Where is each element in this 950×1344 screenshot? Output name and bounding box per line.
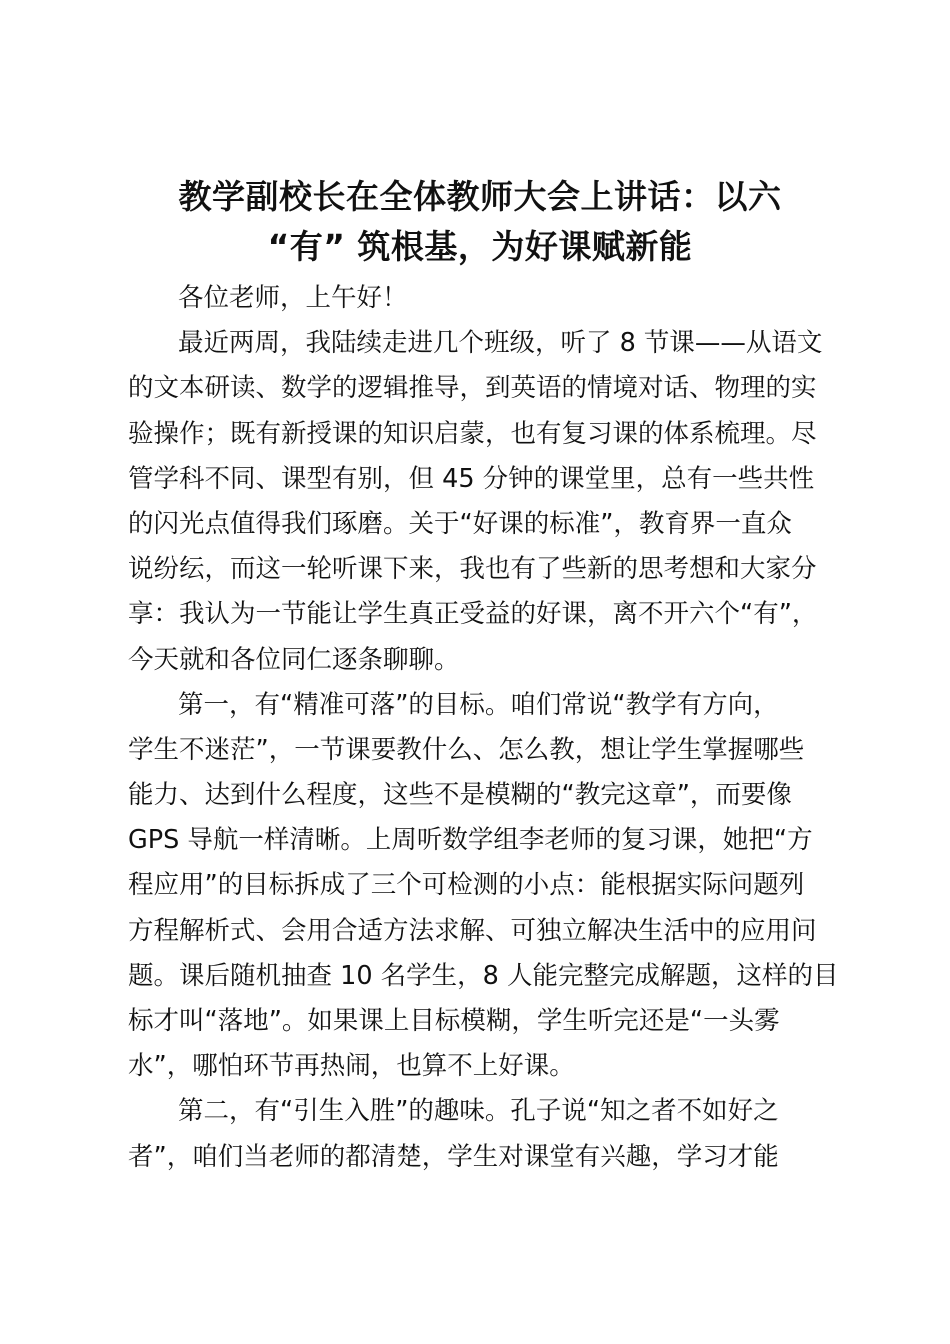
paragraph-line: 标才叫“落地”。如果课上目标模糊，学生听完还是“一头雾 xyxy=(128,1006,780,1036)
paragraph-intro xyxy=(128,321,840,683)
paragraph-line: 学生不迷茫”，一节课要教什么、怎么教，想让学生掌握哪些 xyxy=(128,734,805,765)
paragraph-line: 管学科不同、课型有别，但 45 分钟的课堂里，总有一些共性 xyxy=(128,463,815,494)
paragraph-line: 第一，有“精准可落”的目标。咱们常说“教学有方向， xyxy=(178,689,779,720)
paragraph-line: 最近两周，我陆续走进几个班级，听了 8 节课——从语文 xyxy=(178,328,823,359)
paragraph-line: 说纷纭，而这一轮听课下来，我也有了些新的思考想和大家分 xyxy=(128,554,817,585)
paragraph-greeting xyxy=(128,276,840,321)
paragraph-line: 水”，哪怕环节再热闹，也算不上好课。 xyxy=(128,1051,575,1082)
paragraph-line: 的闪光点值得我们琢磨。关于“好课的标准”，教育界一直众 xyxy=(128,508,792,539)
document-title xyxy=(130,172,830,272)
paragraph-line: 能力、达到什么程度，这些不是模糊的“教完这章”，而要像 xyxy=(128,780,792,811)
paragraph-line: 者”，咱们当老师的都清楚，学生对课堂有兴趣，学习才能 xyxy=(128,1141,779,1172)
paragraph-line: 今天就和各位同仁逐条聊聊。 xyxy=(128,644,460,675)
title-line-2: “有” 筑根基，为好课赋新能 xyxy=(267,227,693,266)
title-line-1: 教学副校长在全体教师大会上讲话：以六 xyxy=(178,177,782,216)
paragraph-point-two xyxy=(128,1089,840,1179)
paragraph-line: 验操作；既有新授课的知识启蒙，也有复习课的体系梳理。尽 xyxy=(128,418,817,449)
paragraph-line: 方程解析式、会用合适方法求解、可独立解决生活中的应用问 xyxy=(128,915,817,946)
paragraph-line: 各位老师，上午好！ xyxy=(178,283,408,313)
paragraph-line: GPS 导航一样清晰。上周听数学组李老师的复习课，她把“方 xyxy=(128,825,813,856)
document-body xyxy=(128,276,840,1180)
paragraph-line: 第二，有“引生入胜”的趣味。孔子说“知之者不如好之 xyxy=(178,1096,779,1127)
paragraph-line: 享：我认为一节能让学生真正受益的好课，离不开六个“有”， xyxy=(128,599,818,630)
paragraph-line: 程应用”的目标拆成了三个可检测的小点：能根据实际问题列 xyxy=(128,870,805,901)
paragraph-point-one xyxy=(128,683,840,1090)
paragraph-line: 题。课后随机抽查 10 名学生，8 人能完整完成解题，这样的目 xyxy=(128,960,839,991)
paragraph-line: 的文本研读、数学的逻辑推导，到英语的情境对话、物理的实 xyxy=(128,373,817,404)
